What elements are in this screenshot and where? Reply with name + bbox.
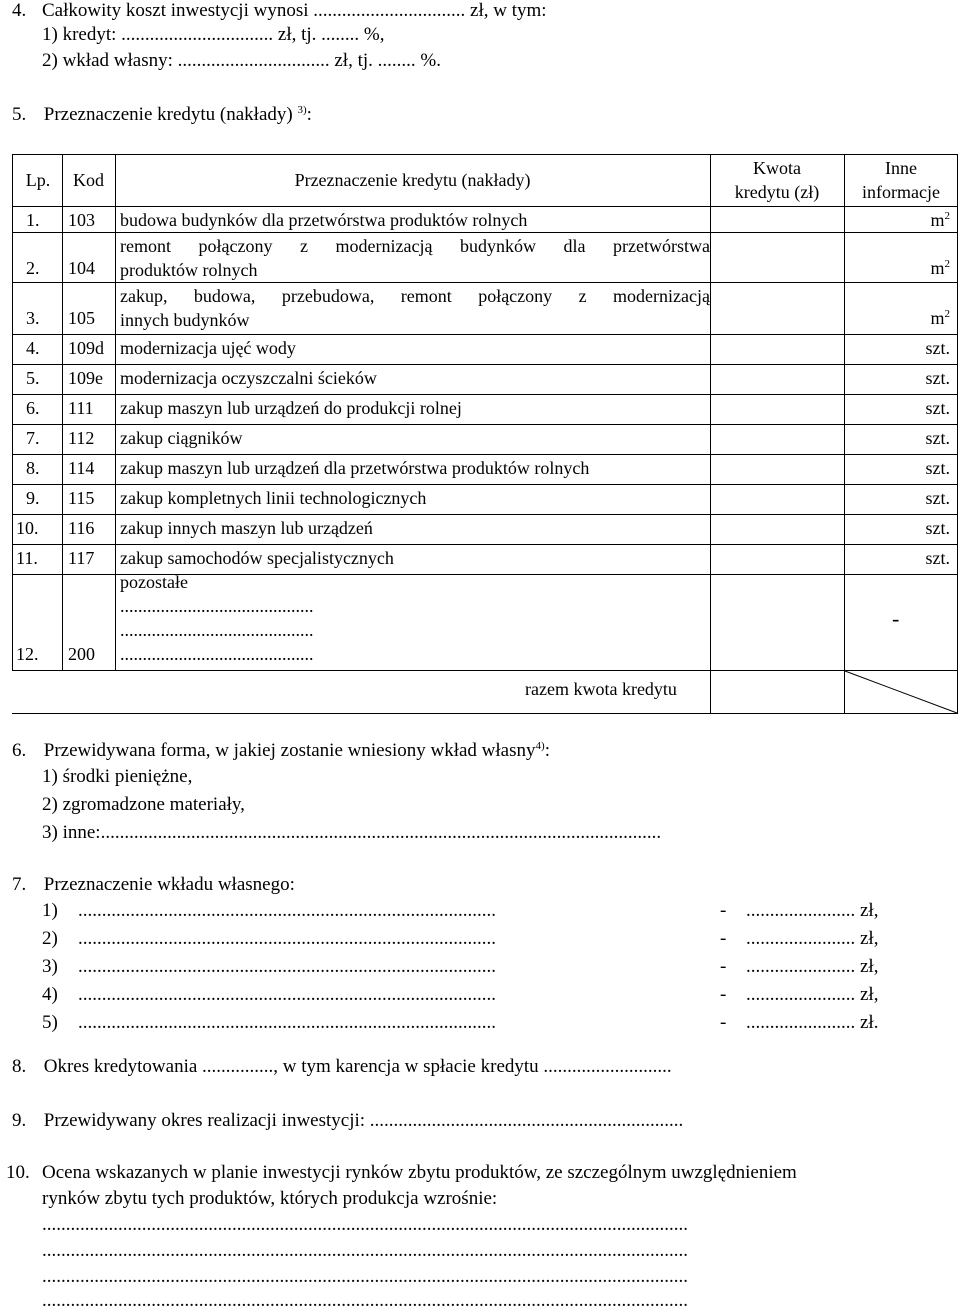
row-unit: $m^2$: [930, 308, 950, 328]
header-inne-line1: Inne: [885, 158, 917, 178]
section-5-number: 5.: [12, 104, 27, 125]
section-6-item-1: 1) środki pieniężne,: [42, 766, 193, 787]
section-6-item-3: 3) inne:......................................................................................................................: [42, 822, 662, 843]
section-6-suffix: :: [544, 740, 550, 761]
section-10-number: 10.: [6, 1162, 30, 1183]
section-7-item-dash: -: [720, 928, 727, 949]
row-code: 105: [68, 308, 95, 328]
row-code: 109d: [68, 338, 104, 358]
row-desc: zakup maszyn lub urządzeń dla przetwórstwa produktów rolnych: [120, 458, 590, 478]
section-4-item-1: 1) kredyt: ................................ zł, tj. ........ %,: [42, 24, 385, 45]
section-7: [12, 874, 295, 897]
row-desc-dots: ...........................................: [120, 620, 314, 640]
row-code: 111: [68, 398, 94, 418]
row-code: 115: [68, 488, 95, 508]
row-desc: zakup samochodów specjalistycznych: [120, 548, 394, 568]
row-lp: 5.: [26, 368, 40, 388]
section-8-number: 8.: [12, 1056, 27, 1077]
section-7-item-dash: -: [720, 956, 727, 977]
section-10-dots-4: ........................................................................................................................................: [42, 1290, 688, 1311]
row-lp: 11.: [16, 548, 38, 568]
row-unit: szt.: [925, 458, 950, 478]
section-7-item-dots: ........................................................................................: [78, 900, 496, 921]
row-lp: 3.: [26, 308, 40, 328]
row-lp: 1.: [26, 210, 40, 230]
row-lp: 12.: [16, 644, 39, 664]
section-5: [12, 104, 312, 127]
section-7-number: 7.: [12, 874, 27, 895]
section-7-item-dots: ........................................................................................: [78, 1012, 496, 1033]
row-lp: 7.: [26, 428, 40, 448]
section-5-suffix: :: [306, 104, 312, 125]
row-code: 112: [68, 428, 95, 448]
section-4-number: 4.: [12, 0, 27, 21]
row-desc: modernizacja ujęć wody: [120, 338, 296, 358]
section-7-item-number: 5): [42, 1012, 58, 1033]
section-7-item-number: 3): [42, 956, 58, 977]
section-8: [12, 1056, 672, 1079]
section-7-item-dash: -: [720, 900, 727, 921]
row-lp: 10.: [16, 518, 39, 538]
header-lp: Lp.: [25, 170, 51, 190]
row-unit: szt.: [925, 518, 950, 538]
row-desc: zakup maszyn lub urządzeń do produkcji rolnej: [120, 398, 462, 418]
section-7-item-number: 2): [42, 928, 58, 949]
row-unit: szt.: [925, 428, 950, 448]
header-inne: [844, 156, 958, 204]
row-lp: 8.: [26, 458, 40, 478]
row-unit: szt.: [925, 338, 950, 358]
row-unit: szt.: [925, 548, 950, 568]
section-7-item-dots: ........................................................................................: [78, 956, 496, 977]
row-code: 116: [68, 518, 95, 538]
row-unit: szt.: [925, 488, 950, 508]
header-przeznaczenie: Przeznaczenie kredytu (nakłady): [294, 170, 531, 190]
section-9: [12, 1110, 683, 1133]
section-7-item-dash: -: [720, 984, 727, 1005]
row-unit: $m^2$: [930, 210, 950, 230]
section-8-text: Okres kredytowania ..............., w tym karencja w spłacie kredytu ...........................: [43, 1056, 672, 1077]
section-7-item-dots: ........................................................................................: [78, 928, 496, 949]
section-10-dots-3: ........................................................................................................................................: [42, 1266, 688, 1287]
row-lp: 6.: [26, 398, 40, 418]
section-5-footnote: 3): [297, 104, 307, 116]
section-10-dots-1: ........................................................................................................................................: [42, 1214, 688, 1235]
section-7-item-amount: ....................... zł,: [746, 928, 879, 949]
section-7-text: Przeznaczenie wkładu własnego:: [43, 874, 295, 895]
row-unit: $m^2$: [930, 258, 950, 278]
section-7-item-amount: ....................... zł.: [746, 1012, 879, 1033]
row-desc-dots: ...........................................: [120, 596, 314, 616]
section-9-number: 9.: [12, 1110, 27, 1131]
section-6-item-2: 2) zgromadzone materiały,: [42, 794, 245, 815]
row-lp: 4.: [26, 338, 40, 358]
section-10-line1: Ocena wskazanych w planie inwestycji rynków zbytu produktów, ze szczególnym uwzględnieniem: [42, 1162, 797, 1183]
row-desc: zakup kompletnych linii technologicznych: [120, 488, 427, 508]
row-code: 103: [68, 210, 95, 230]
row-desc: zakup, budowa, przebudowa, remont połączony z modernizacją innych budynków: [120, 286, 710, 330]
row-code: 109e: [68, 368, 103, 388]
row-desc-dots: ...........................................: [120, 644, 314, 664]
row-unit: szt.: [925, 398, 950, 418]
section-5-text: Przeznaczenie kredytu (nakłady): [43, 104, 293, 125]
header-kwota-line2: kredytu (zł): [734, 182, 820, 202]
section-9-text: Przewidywany okres realizacji inwestycji: ..................................................................: [43, 1110, 684, 1131]
row-code: 117: [68, 548, 95, 568]
section-4-item-2: 2) wkład własny: ................................ zł, tj. ........ %.: [42, 50, 441, 71]
header-kod: Kod: [73, 170, 104, 190]
section-7-item-amount: ....................... zł,: [746, 984, 879, 1005]
row-desc-title: pozostałe: [120, 572, 188, 592]
row-code: 114: [68, 458, 95, 478]
section-7-item-number: 1): [42, 900, 58, 921]
section-4-text: Całkowity koszt inwestycji wynosi ................................ zł, w tym:: [42, 0, 547, 21]
header-kwota-line1: Kwota: [753, 158, 801, 178]
section-6-text: Przewidywana forma, w jakiej zostanie wniesiony wkład własny: [43, 740, 536, 761]
section-7-item-number: 4): [42, 984, 58, 1005]
section-7-item-dots: ........................................................................................: [78, 984, 496, 1005]
total-label: razem kwota kredytu: [525, 679, 677, 699]
section-6-footnote: 4): [535, 740, 545, 752]
row-code: 200: [68, 644, 95, 664]
row-lp: 9.: [26, 488, 40, 508]
section-7-item-amount: ....................... zł,: [746, 956, 879, 977]
total-crossed-cell: [844, 670, 958, 714]
section-10-line2: rynków zbytu tych produktów, których produkcja wzrośnie:: [42, 1188, 498, 1209]
row-desc: zakup ciągników: [120, 428, 243, 448]
row-desc: zakup innych maszyn lub urządzeń: [120, 518, 373, 538]
header-inne-line2: informacje: [862, 182, 940, 202]
row-desc: modernizacja oczyszczalni ścieków: [120, 368, 377, 388]
credit-allocation-table: [12, 154, 958, 714]
row-unit: szt.: [925, 368, 950, 388]
section-7-item-amount: ....................... zł,: [746, 900, 879, 921]
row-desc: remont połączony z modernizacją budynków dla przetwórstwa produktów rolnych: [120, 236, 710, 280]
row-unit: -: [892, 606, 900, 631]
section-10-dots-2: ........................................................................................................................................: [42, 1240, 688, 1261]
header-kwota: [710, 156, 844, 204]
section-6: [12, 740, 550, 763]
row-desc: budowa budynków dla przetwórstwa produktów rolnych: [120, 210, 528, 230]
section-7-item-dash: -: [720, 1012, 727, 1033]
row-lp: 2.: [26, 258, 40, 278]
section-6-number: 6.: [12, 740, 27, 761]
row-code: 104: [68, 258, 95, 278]
